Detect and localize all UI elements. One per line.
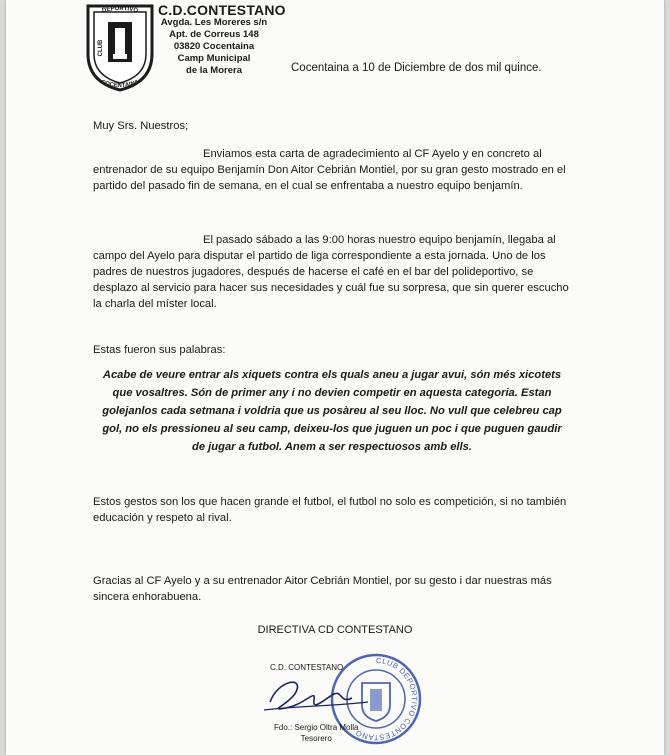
paragraph-thanks: Enviamos esta carta de agradecimiento al CF Ayelo y en concreto al entrenador de su equipo Benjamín Don Aitor Cebrián Montiel, por su gran gesto mostrado en el partido del pasado fin de semana, en el cual se enfrentaba a nuestro equipo benjamín. — [93, 148, 566, 192]
letter-page — [6, 0, 664, 755]
address-line: 03820 Cocentaina — [173, 41, 255, 52]
address-line: Camp Municipal — [177, 53, 251, 64]
svg-text:DEPORTIVO: DEPORTIVO — [101, 5, 139, 15]
address-line: de la Morera — [186, 65, 242, 76]
paragraph-closing: Gracias al CF Ayelo y a su entrenador Aitor Cebrián Montiel, por su gesto i dar nuestras más sincera enhorabuena. — [93, 575, 552, 603]
club-crest-icon — [84, 2, 156, 92]
signer-name: Fdo.: Sergio Oltra Molla — [274, 723, 359, 732]
signature-directive: DIRECTIVA CD CONTESTANO — [257, 624, 413, 636]
svg-text:CLUB: CLUB — [98, 39, 104, 57]
greeting: Muy Srs. Nuestros; — [93, 120, 189, 132]
address-line: Apt. de Correus 148 — [169, 29, 259, 40]
date-line: Cocentaina a 10 de Diciembre de dos mil quince. — [291, 62, 542, 74]
signer-block — [274, 722, 358, 744]
club-name: C.D.CONTESTANO — [158, 2, 286, 18]
signer-role: Tesorero — [300, 734, 332, 743]
svg-text:COCENTAINA: COCENTAINA — [100, 79, 140, 90]
signature-scribble — [256, 668, 376, 720]
club-address-block — [158, 4, 286, 77]
quote-intro: Estas fueron sus palabras: — [93, 344, 226, 356]
paragraph-values: Estos gestos son los que hacen grande el futbol, el futbol no solo es competición, si no también educación y respeto al rival. — [93, 496, 567, 524]
coach-quote: Acabe de veure entrar als xiquets contra els quals aneu a jugar avui, són més xicotets que vosaltres. Són de primer any i no devien competir en aquesta categoria. Estan golejanlos cada setmana i voldria que us posàreu al seu lloc. No vull que celebreu cap gol, no els pressioneu al seu camp, deixeu-los que juguen un poc i que puguen gaudir de jugar a futbol. Anem a ser respectuosos amb ells. — [102, 369, 562, 453]
signature-club-name: C.D. CONTESTANO — [270, 663, 344, 672]
paragraph-story: El pasado sábado a las 9:00 horas nuestro equipo benjamín, llegaba al campo del Ayelo para disputar el partido de liga correspondiente a esta jornada. Uno de los padres de nuestros jugadores, después de hacerse el café en el bar del polideportivo, se desplazo al servicio para hacer sus necesidades y cuál fue su sorpresa, que sin querer escucho la charla del míster local. — [93, 234, 569, 310]
address-line: Avgda. Les Moreres s/n — [160, 17, 268, 28]
stamp-ring-text: CLUB DEPORTIVO CONTESTANO — [353, 655, 419, 743]
